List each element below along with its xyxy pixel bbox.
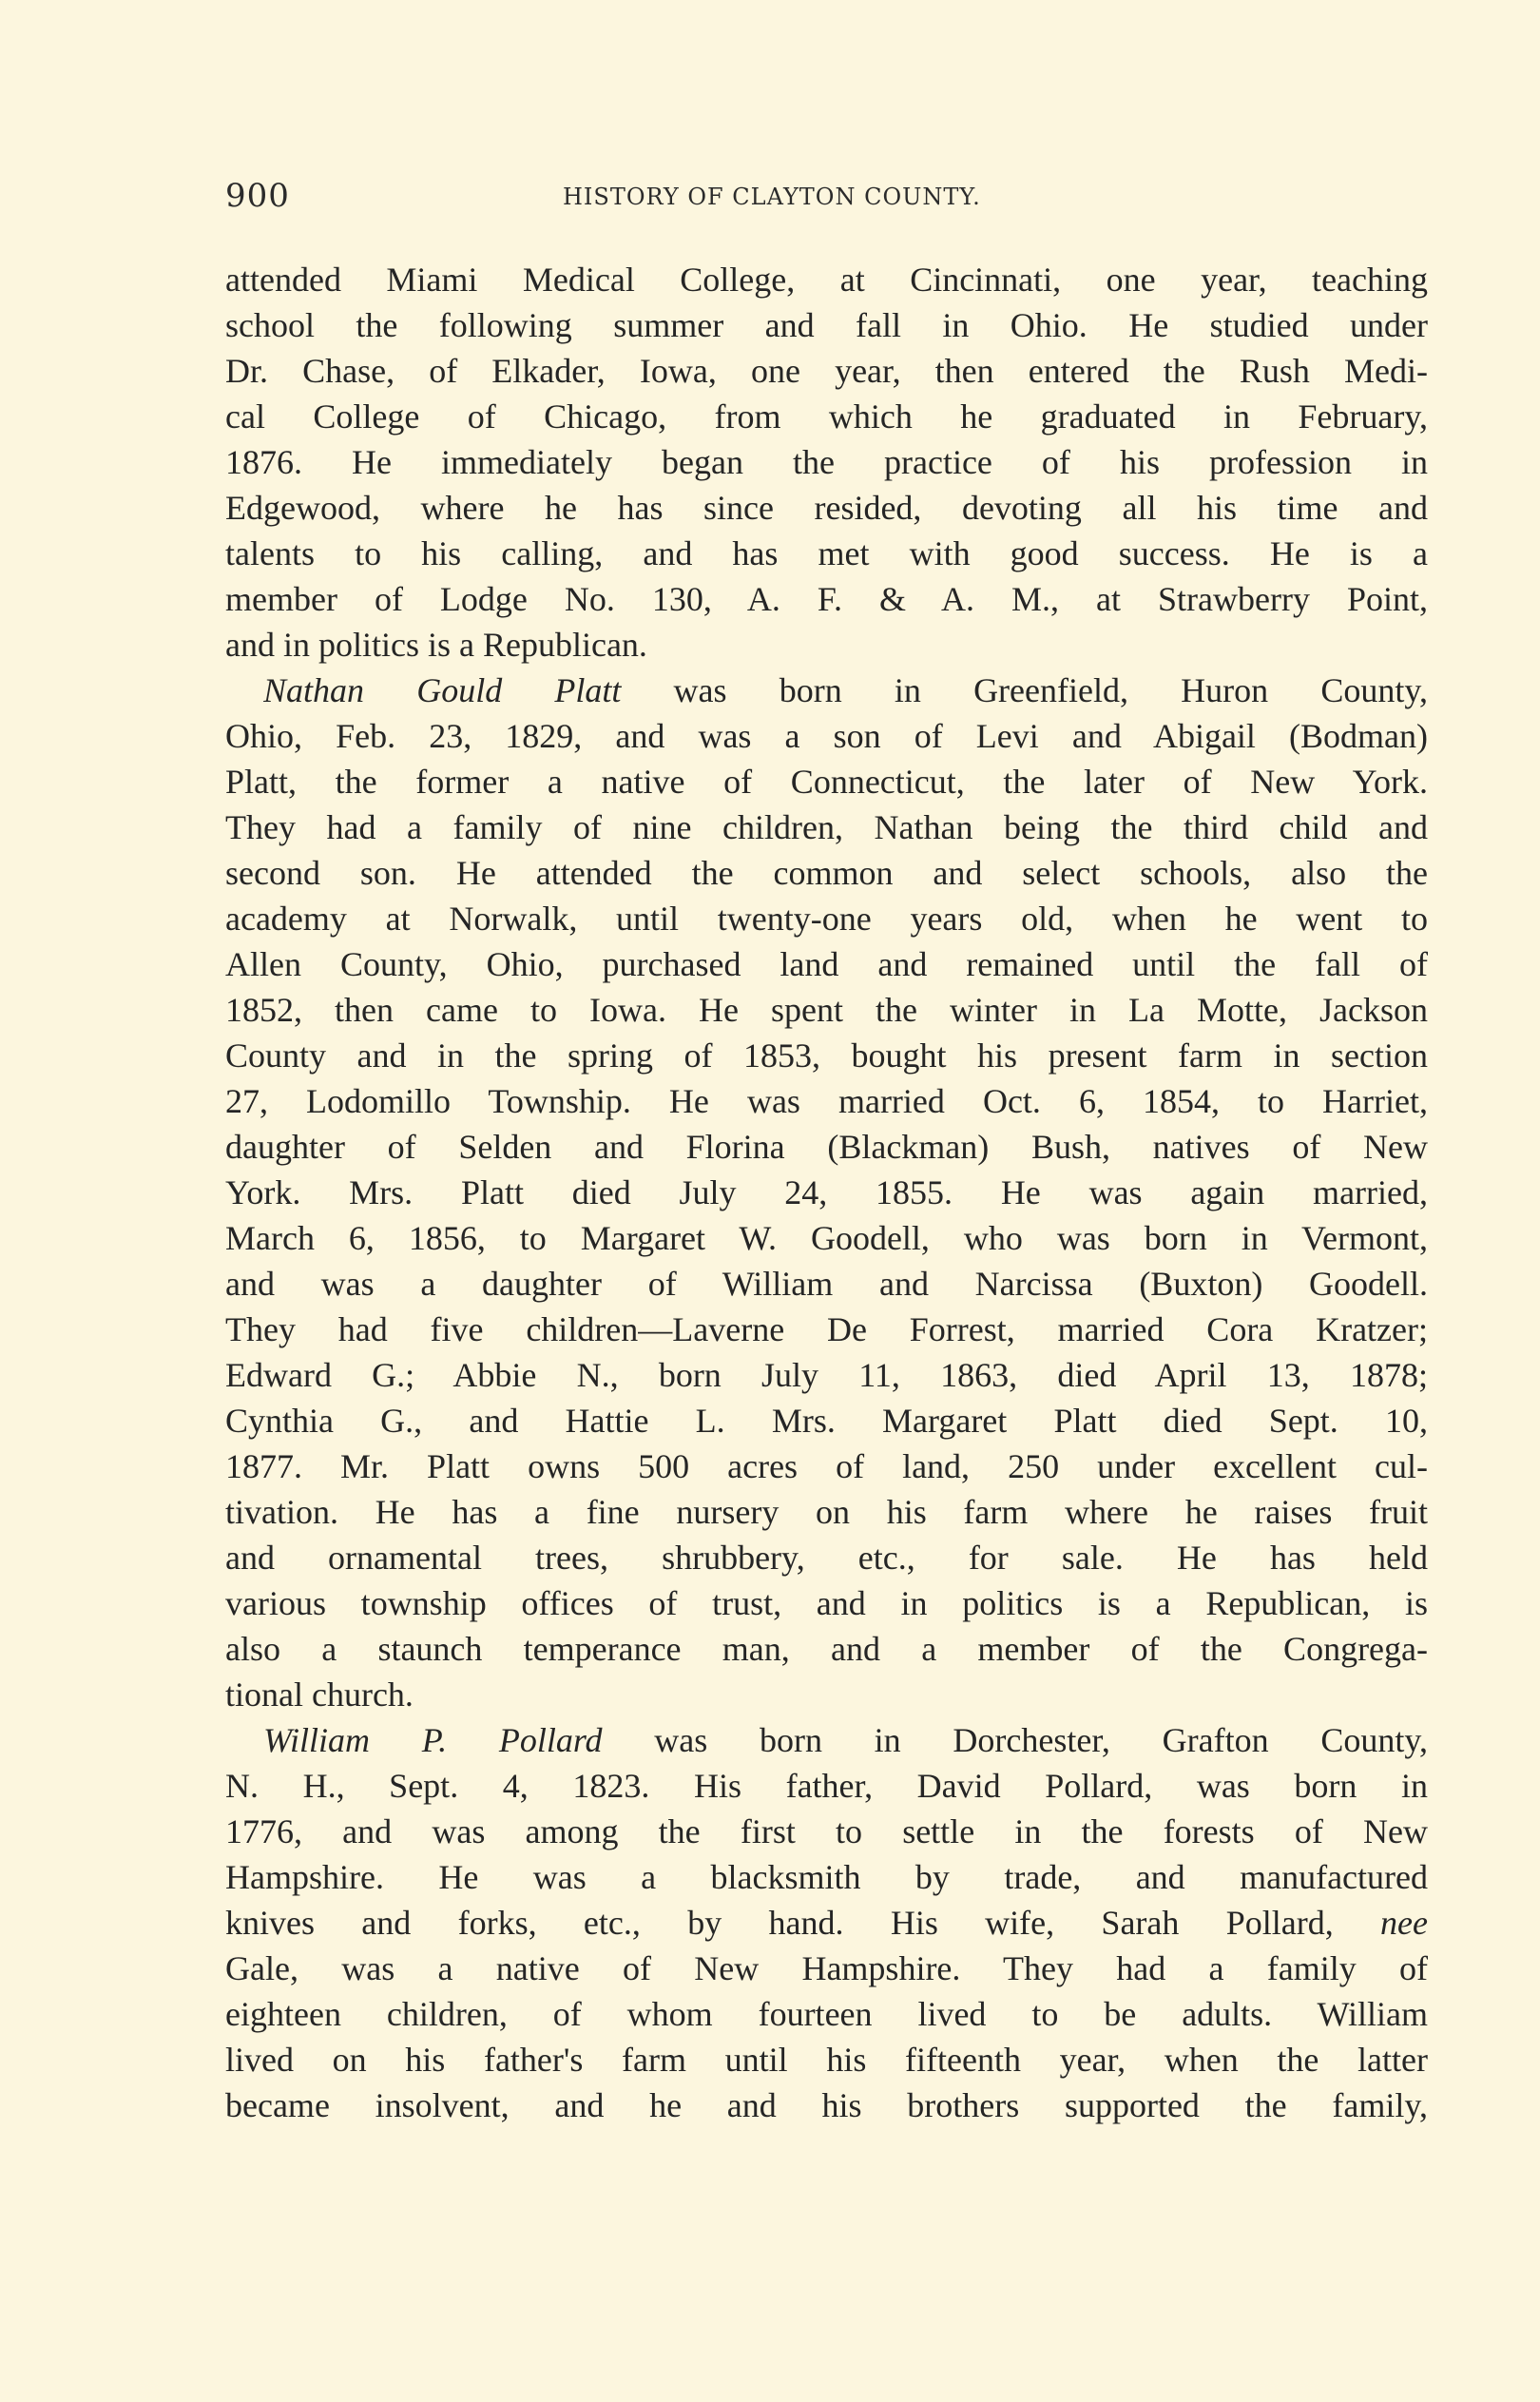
text-line: and was a daughter of William and Narcissa (Buxton) Goodell. xyxy=(225,1265,1428,1303)
text-line: Allen County, Ohio, purchased land and remained until the fall of xyxy=(225,945,1428,983)
paragraph-first-line xyxy=(263,1717,1428,1763)
page-header xyxy=(225,177,1428,230)
text-line: 1876. He immediately began the practice of his profession in xyxy=(225,443,1428,481)
nee-word: nee xyxy=(1380,1904,1428,1942)
paragraph-first-line xyxy=(263,668,1428,713)
text-line: and ornamental trees, shrubbery, etc., for sale. He has held xyxy=(225,1539,1428,1577)
page-number: 900 xyxy=(225,177,290,215)
text-line: Edgewood, where he has since resided, devoting all his time and xyxy=(225,489,1428,527)
text-line: 1852, then came to Iowa. He spent the winter in La Motte, Jackson xyxy=(225,991,1428,1029)
text-line: N. H., Sept. 4, 1823. His father, David Pollard, was born in xyxy=(225,1767,1428,1805)
text-line: cal College of Chicago, from which he graduated in February, xyxy=(225,397,1428,436)
text-line: They had five children—Laverne De Forrest, married Cora Kratzer; xyxy=(225,1310,1428,1348)
text-line: academy at Norwalk, until twenty-one years old, when he went to xyxy=(225,900,1428,938)
text-line: County and in the spring of 1853, bought his present farm in section xyxy=(225,1036,1428,1075)
text-segment: was born in Greenfield, Huron County, xyxy=(621,671,1428,709)
text-line: school the following summer and fall in Ohio. He studied under xyxy=(225,306,1428,344)
text-line: York. Mrs. Platt died July 24, 1855. He was again married, xyxy=(225,1173,1428,1211)
text-line: tional church. xyxy=(225,1676,414,1714)
text-line: also a staunch temperance man, and a member of the Congrega- xyxy=(225,1630,1428,1668)
text-line: They had a family of nine children, Nathan being the third child and xyxy=(225,808,1428,846)
text-segment: was born in Dorchester, Grafton County, xyxy=(602,1721,1428,1759)
text-line: March 6, 1856, to Margaret W. Goodell, who was born in Vermont, xyxy=(225,1219,1428,1257)
text-line: Platt, the former a native of Connecticut, the later of New York. xyxy=(225,763,1428,801)
text-line: 27, Lodomillo Township. He was married Oct. 6, 1854, to Harriet, xyxy=(225,1082,1428,1120)
running-head: HISTORY OF CLAYTON COUNTY. xyxy=(563,184,981,210)
text-line: 1877. Mr. Platt owns 500 acres of land, 250 under excellent cul- xyxy=(225,1447,1428,1485)
text-line: and in politics is a Republican. xyxy=(225,626,647,664)
text-line: lived on his father's farm until his fifteenth year, when the latter xyxy=(225,2041,1428,2079)
text-line: talents to his calling, and has met with good success. He is a xyxy=(225,534,1428,572)
text-segment: knives and forks, etc., by hand. His wife, Sarah Pollard, xyxy=(225,1904,1334,1942)
text-line: Hampshire. He was a blacksmith by trade, and manufactured xyxy=(225,1858,1428,1896)
text-line: tivation. He has a fine nursery on his farm where he raises fruit xyxy=(225,1493,1428,1531)
text-line: Cynthia G., and Hattie L. Mrs. Margaret Platt died Sept. 10, xyxy=(225,1402,1428,1440)
text-line: daughter of Selden and Florina (Blackman) Bush, natives of New xyxy=(225,1128,1428,1166)
text-line: member of Lodge No. 130, A. F. & A. M., at Strawberry Point, xyxy=(225,580,1428,618)
text-line: Gale, was a native of New Hampshire. They had a family of xyxy=(225,1949,1428,1987)
text-line: Dr. Chase, of Elkader, Iowa, one year, then entered the Rush Medi- xyxy=(225,352,1428,390)
text-line: various township offices of trust, and in politics is a Republican, is xyxy=(225,1584,1428,1622)
text-line: became insolvent, and he and his brothers supported the family, xyxy=(225,2086,1428,2124)
text-line: second son. He attended the common and select schools, also the xyxy=(225,854,1428,892)
text-line: attended Miami Medical College, at Cincinnati, one year, teaching xyxy=(225,261,1428,299)
text-line xyxy=(225,1900,1428,1946)
text-line: eighteen children, of whom fourteen lived to be adults. William xyxy=(225,1995,1428,2033)
text-line: Edward G.; Abbie N., born July 11, 1863, died April 13, 1878; xyxy=(225,1356,1428,1394)
text-line: Ohio, Feb. 23, 1829, and was a son of Levi and Abigail (Bodman) xyxy=(225,717,1428,755)
text-line: 1776, and was among the first to settle in the forests of New xyxy=(225,1812,1428,1850)
person-name: Nathan Gould Platt xyxy=(263,671,622,709)
person-name: William P. Pollard xyxy=(263,1721,603,1759)
